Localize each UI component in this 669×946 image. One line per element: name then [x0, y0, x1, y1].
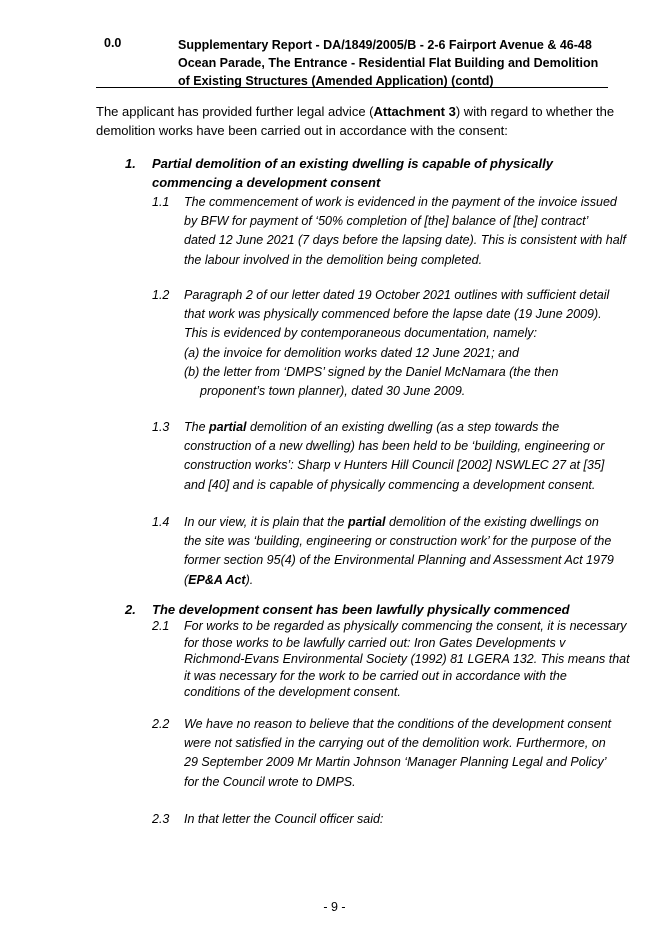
heading-line: Partial demolition of an existing dwelling is capable of physically — [152, 156, 553, 171]
paragraph-line: 29 September 2009 Mr Martin Johnson ‘Manager Planning Legal and Policy’ — [184, 755, 607, 770]
paragraph-line: Paragraph 2 of our letter dated 19 October 2021 outlines with sufficient detail — [184, 288, 610, 302]
paragraph-line: were not satisfied in the carrying out of the demolition work. Furthermore, on — [184, 736, 606, 751]
paragraph-number: 1.2 — [152, 288, 170, 302]
paragraph-line: We have no reason to believe that the conditions of the development consent — [184, 717, 612, 731]
paragraph-line: by BFW for payment of ‘50% completion of [the] balance of [the] contract’ — [184, 214, 589, 229]
paragraph-number: 1.1 — [152, 195, 170, 209]
paragraph-line: For works to be regarded as physically commencing the consent, it is necessary — [184, 619, 627, 633]
intro-paragraph — [96, 103, 615, 140]
intro-text: ) with regard to whether the — [455, 104, 615, 119]
section-number: 0.0 — [104, 36, 122, 50]
paragraph-number: 2.2 — [152, 717, 170, 731]
paragraph-1-4 — [184, 513, 614, 590]
paragraph-line — [184, 513, 608, 532]
paragraph-line: for those works to be lawfully carried out: Iron Gates Developments v — [184, 635, 566, 650]
text-run: In our view, it is plain that the — [184, 515, 348, 529]
section-1-heading — [152, 154, 592, 192]
heading-line: commencing a development consent — [152, 175, 381, 190]
paragraph-line: In that letter the Council officer said: — [184, 812, 384, 826]
paragraph-line: This is evidenced by contemporaneous documentation, namely: — [184, 326, 537, 341]
text-run: ( — [184, 572, 189, 587]
paragraph-2-1 — [184, 618, 630, 701]
list-item-b-continued: proponent’s town planner), dated 30 June 2009. — [200, 384, 466, 399]
paragraph-line: dated 12 June 2021 (7 days before the lapsing date). This is consistent with half — [184, 233, 626, 248]
paragraph-line: The commencement of work is evidenced in the payment of the invoice issued — [184, 195, 617, 209]
page-number: - 9 - — [323, 900, 346, 914]
paragraph-line: that work was physically commenced before the lapse date (19 June 2009). — [184, 307, 602, 322]
paragraph-2-2 — [184, 715, 612, 792]
intro-text: The applicant has provided further legal advice ( — [96, 104, 374, 119]
paragraph-line: construction of a new dwelling) has been held to be ‘building, engineering or — [184, 439, 605, 454]
paragraph-number: 1.4 — [152, 515, 170, 529]
section-2-number: 2. — [125, 602, 136, 617]
title-line: Supplementary Report - DA/1849/2005/B - 2-6 Fairport Avenue & 46-48 — [178, 38, 592, 52]
header-divider — [96, 87, 608, 88]
paragraph-1-2 — [184, 286, 608, 401]
text-run: The — [184, 420, 210, 434]
section-2-heading: The development consent has been lawfully physically commenced — [152, 602, 570, 617]
text-run: ). — [245, 572, 254, 587]
list-item-a: (a) the invoice for demolition works dated 12 June 2021; and — [184, 345, 519, 360]
title-line: Ocean Parade, The Entrance - Residential Flat Building and Demolition — [178, 56, 599, 70]
title-line: of Existing Structures (Amended Application) (contd) — [178, 74, 494, 88]
emphasis-text: partial — [347, 515, 386, 529]
text-run: demolition of an existing dwelling (as a step towards the — [246, 420, 560, 434]
paragraph-2-3 — [184, 810, 608, 829]
intro-line: demolition works have been carried out in accordance with the consent: — [96, 122, 508, 138]
paragraph-1-3 — [184, 418, 608, 495]
paragraph-line — [184, 571, 608, 590]
paragraph-line: former section 95(4) of the Environmental Planning and Assessment Act 1979 — [184, 553, 614, 568]
intro-line — [96, 103, 615, 122]
paragraph-number: 1.3 — [152, 420, 170, 434]
paragraph-1-1 — [184, 193, 626, 270]
act-abbreviation: EP&A Act — [188, 572, 246, 587]
paragraph-line: the labour involved in the demolition being completed. — [184, 252, 483, 267]
emphasis-text: partial — [209, 420, 247, 434]
paragraph-number: 2.3 — [152, 812, 170, 826]
paragraph-line: the site was ‘building, engineering or construction work’ for the purpose of the — [184, 534, 612, 549]
paragraph-line: for the Council wrote to DMPS. — [184, 774, 356, 789]
paragraph-line: construction works’: Sharp v Hunters Hill Council [2002] NSWLEC 27 at [35] — [184, 458, 605, 473]
paragraph-line — [184, 418, 608, 437]
attachment-reference: Attachment 3 — [373, 104, 456, 119]
paragraph-line: and [40] and is capable of physically commencing a development consent. — [184, 477, 596, 492]
paragraph-line: it was necessary for the work to be carried out in accordance with the — [184, 668, 567, 683]
section-1-number: 1. — [125, 156, 136, 171]
paragraph-number: 2.1 — [152, 619, 170, 633]
paragraph-line: Richmond-Evans Environmental Society (1992) 81 LGERA 132. This means that — [184, 652, 630, 667]
paragraph-line: conditions of the development consent. — [184, 685, 401, 700]
text-run: demolition of the existing dwellings on — [385, 515, 599, 529]
report-title — [178, 36, 608, 90]
list-item-b: (b) the letter from ‘DMPS’ signed by the Daniel McNamara (the then — [184, 364, 559, 379]
